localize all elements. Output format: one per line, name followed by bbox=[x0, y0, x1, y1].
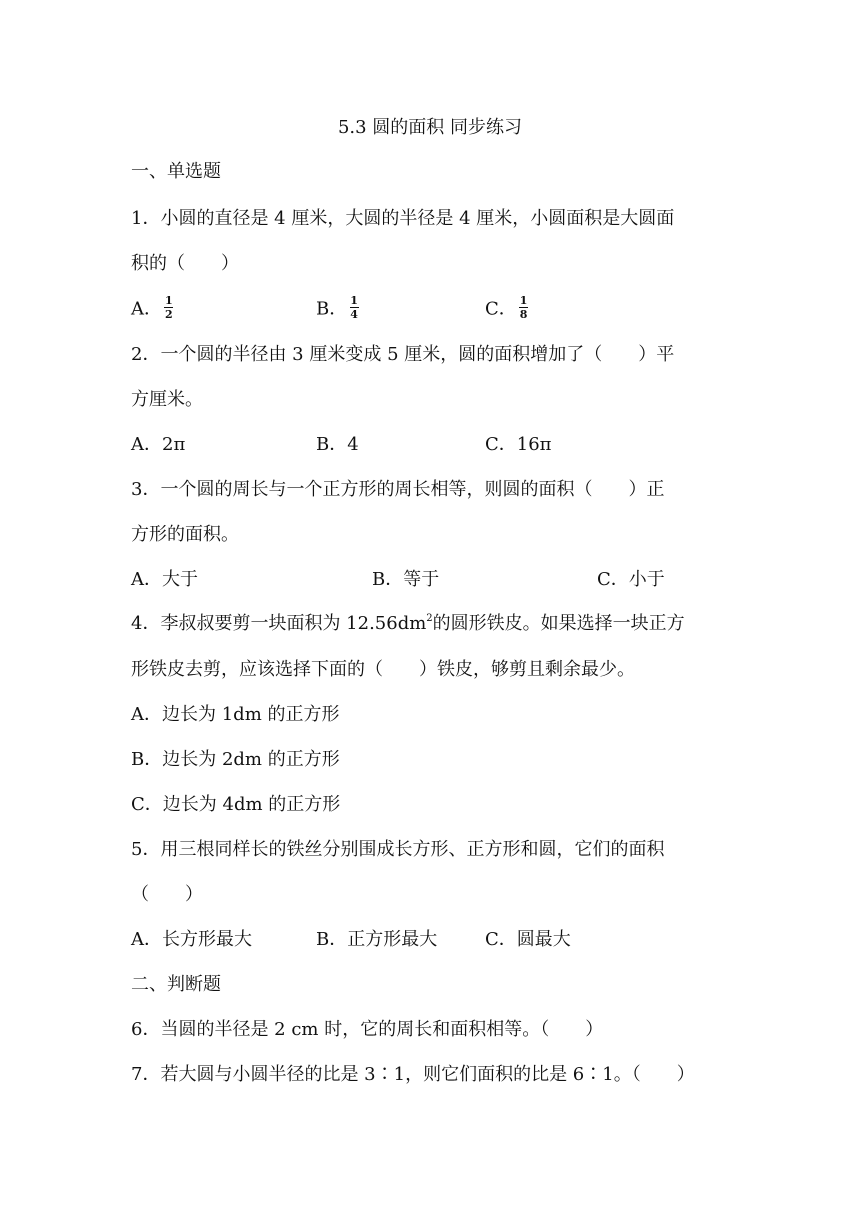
question-1-line-1: 1．小圆的直径是 4 厘米，大圆的半径是 4 厘米，小圆面积是大圆面 bbox=[131, 208, 675, 229]
question-3-option-b: B．等于 bbox=[372, 569, 440, 590]
question-2-option-c: C．16π bbox=[485, 434, 552, 455]
fraction: $\frac{1}{8}$ bbox=[519, 294, 528, 321]
question-7: 7．若大圆与小圆半径的比是 3∶1，则它们面积的比是 6∶1。（ ） bbox=[131, 1064, 695, 1085]
question-2-option-b: B．4 bbox=[316, 434, 359, 455]
question-5-option-c: C．圆最大 bbox=[485, 929, 571, 950]
question-4-line-2: 形铁皮去剪，应该选择下面的（ ）铁皮，够剪且剩余最少。 bbox=[131, 659, 635, 680]
section-heading-single-choice: 一、单选题 bbox=[131, 161, 221, 182]
question-5-option-b: B．正方形最大 bbox=[316, 929, 438, 950]
question-5-line-1: 5．用三根同样长的铁丝分别围成长方形、正方形和圆，它们的面积 bbox=[131, 839, 665, 860]
question-3-option-c: C．小于 bbox=[597, 569, 665, 590]
question-4-option-a: A．边长为 1dm 的正方形 bbox=[131, 704, 340, 725]
question-2-line-1: 2．一个圆的半径由 3 厘米变成 5 厘米，圆的面积增加了（ ）平 bbox=[131, 344, 675, 365]
question-5-option-a: A．长方形最大 bbox=[131, 929, 252, 950]
question-4-option-c: C．边长为 4dm 的正方形 bbox=[131, 794, 341, 815]
fraction: $\frac{1}{4}$ bbox=[350, 294, 358, 321]
question-4-option-b: B．边长为 2dm 的正方形 bbox=[131, 749, 340, 770]
question-1-option-c: C． $\frac{1}{8}$ bbox=[485, 294, 528, 321]
fraction: $\frac{1}{2}$ bbox=[165, 294, 173, 321]
question-6: 6．当圆的半径是 2 cm 时，它的周长和面积相等。（ ） bbox=[131, 1019, 604, 1040]
question-3-option-a: A．大于 bbox=[131, 569, 198, 590]
question-5-line-2: （ ） bbox=[131, 884, 203, 905]
question-1-option-b: B． $\frac{1}{4}$ bbox=[316, 294, 358, 321]
question-3-line-2: 方形的面积。 bbox=[131, 524, 239, 545]
question-4-line-1: 4．李叔叔要剪一块面积为 $12.56dm^2$的圆形铁皮。如果选择一块正方 bbox=[131, 613, 685, 634]
question-1-line-2: 积的（ ） bbox=[131, 253, 239, 274]
section-heading-true-false: 二、判断题 bbox=[131, 974, 221, 995]
question-3-line-1: 3．一个圆的周长与一个正方形的周长相等，则圆的面积（ ）正 bbox=[131, 479, 665, 500]
question-2-option-a: A．2π bbox=[131, 434, 186, 455]
question-1-option-a: A． $\frac{1}{2}$ bbox=[131, 294, 173, 321]
page-title: 5.3 圆的面积 同步练习 bbox=[337, 117, 523, 138]
question-2-line-2: 方厘米。 bbox=[131, 389, 203, 410]
